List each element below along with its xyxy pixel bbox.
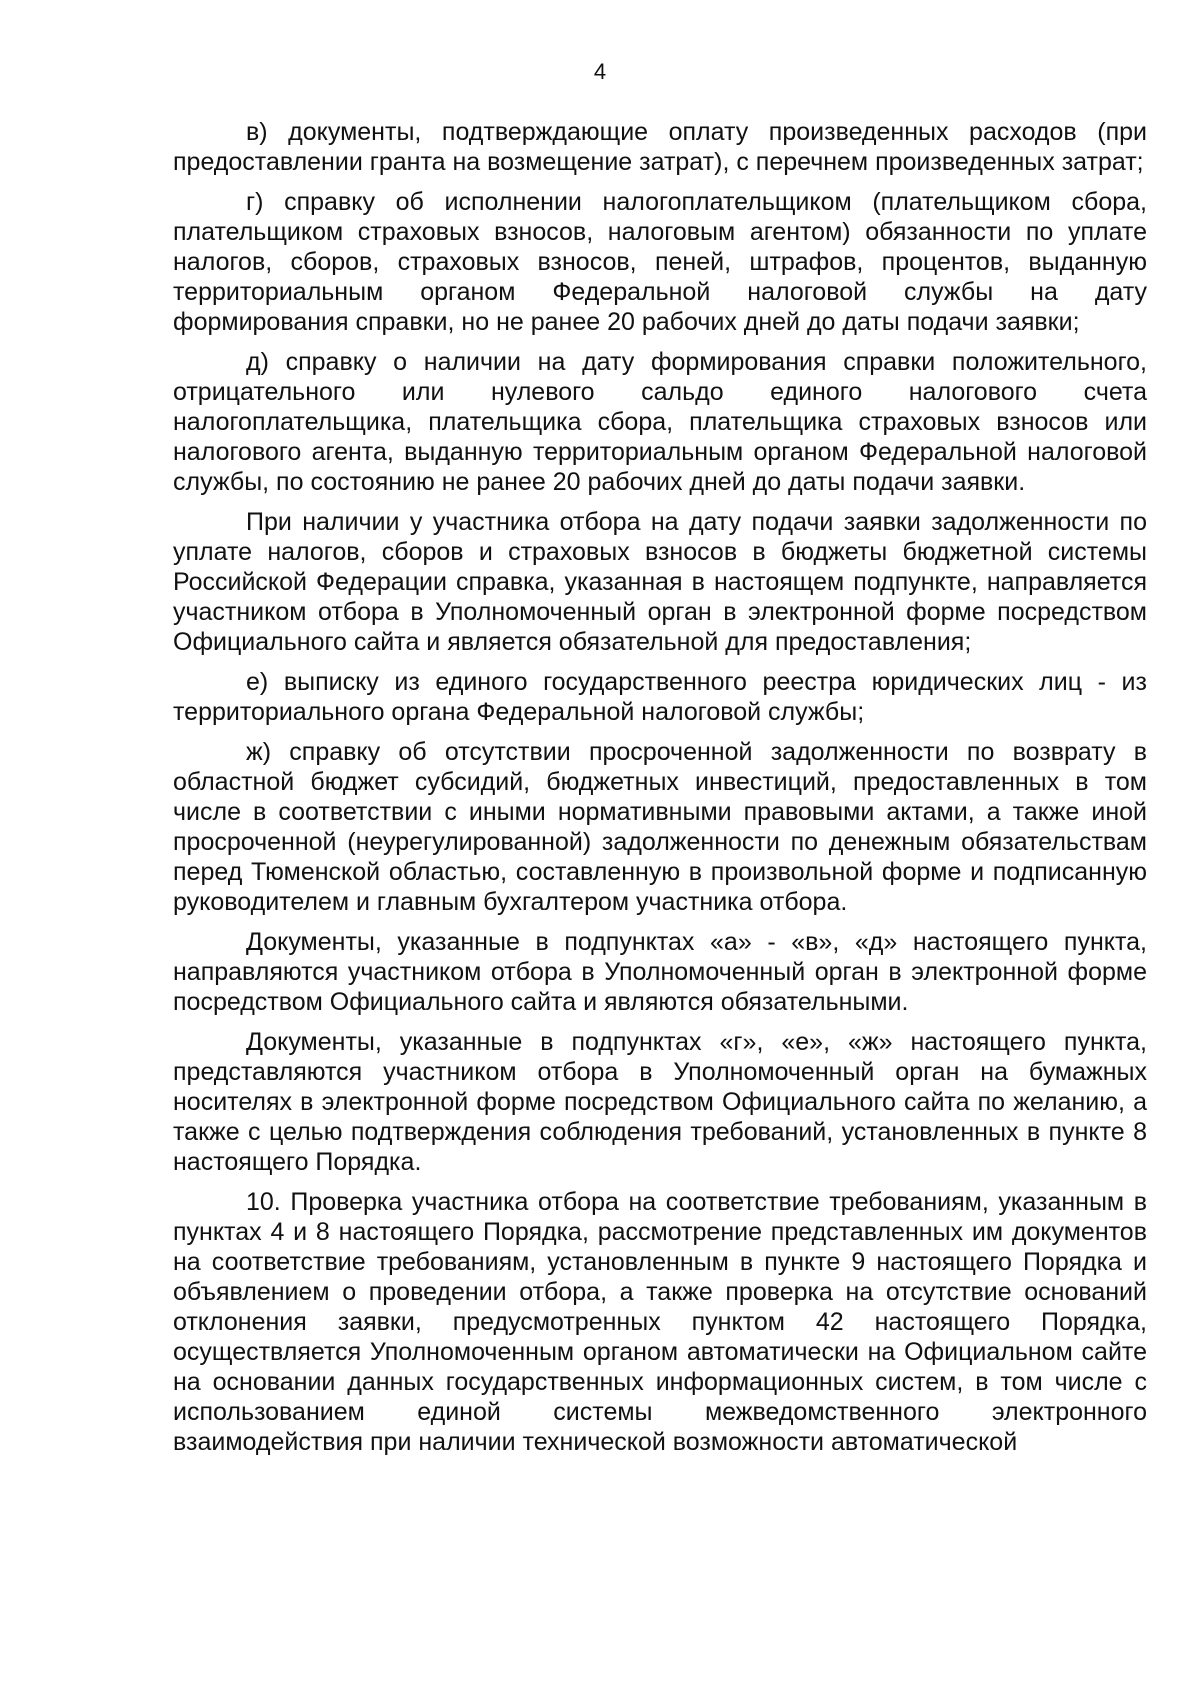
paragraph-subitem-d: д) справку о наличии на дату формирования справки положительного, отрицательного или нулевого сальдо единого налогового счета налогоплательщика, плательщика сбора, плательщика страховых взносов или налогового агента, выданную территориальным органом Федеральной налоговой службы, по состоянию не ранее 20 рабочих дней до даты подачи заявки. bbox=[173, 348, 1147, 496]
document-body bbox=[173, 117, 1147, 1467]
paragraph-subitem-zh: ж) справку об отсутствии просроченной задолженности по возврату в областной бюджет субсидий, бюджетных инвестиций, предоставленных в том числе в соответствии с иными нормативными правовыми актами, а также иной просроченной (неурегулированной) задолженности по денежным обязательствам перед Тюменской областью, составленную в произвольной форме и подписанную руководителем и главным бухгалтером участника отбора. bbox=[173, 738, 1147, 916]
paragraph-item-10: 10. Проверка участника отбора на соответствие требованиям, указанным в пунктах 4 и 8 настоящего Порядка, рассмотрение представленных им документов на соответствие требованиям, установленным в пункте 9 настоящего Порядка и объявлением о проведении отбора, а также проверка на отсутствие оснований отклонения заявки, предусмотренных пунктом 42 настоящего Порядка, осуществляется Уполномоченным органом автоматически на Официальном сайте на основании данных государственных информационных систем, в том числе с использованием единой системы межведомственного электронного взаимодействия при наличии технической возможности автоматической bbox=[173, 1188, 1147, 1456]
paragraph-subitem-e: е) выписку из единого государственного реестра юридических лиц - из территориального органа Федеральной налоговой службы; bbox=[173, 668, 1147, 726]
paragraph-electronic-docs: Документы, указанные в подпунктах «а» - «в», «д» настоящего пункта, направляются участником отбора в Уполномоченный орган в электронной форме посредством Официального сайта и являются обязательными. bbox=[173, 928, 1147, 1016]
paragraph-paper-docs: Документы, указанные в подпунктах «г», «е», «ж» настоящего пункта, представляются участником отбора в Уполномоченный орган на бумажных носителях в электронной форме посредством Официального сайта по желанию, а также с целью подтверждения соблюдения требований, установленных в пункте 8 настоящего Порядка. bbox=[173, 1028, 1147, 1176]
paragraph-subitem-v: в) документы, подтверждающие оплату произведенных расходов (при предоставлении гранта на возмещение затрат), с перечнем произведенных затрат; bbox=[173, 118, 1147, 176]
paragraph-debt-note: При наличии у участника отбора на дату подачи заявки задолженности по уплате налогов, сборов и страховых взносов в бюджеты бюджетной системы Российской Федерации справка, указанная в настоящем подпункте, направляется участником отбора в Уполномоченный орган в электронной форме посредством Официального сайта и является обязательной для предоставления; bbox=[173, 508, 1147, 656]
paragraph-subitem-g: г) справку об исполнении налогоплательщиком (плательщиком сбора, плательщиком страховых взносов, налоговым агентом) обязанности по уплате налогов, сборов, страховых взносов, пеней, штрафов, процентов, выданную территориальным органом Федеральной налоговой службы на дату формирования справки, но не ранее 20 рабочих дней до даты подачи заявки; bbox=[173, 188, 1147, 336]
page-number: 4 bbox=[593, 59, 607, 84]
